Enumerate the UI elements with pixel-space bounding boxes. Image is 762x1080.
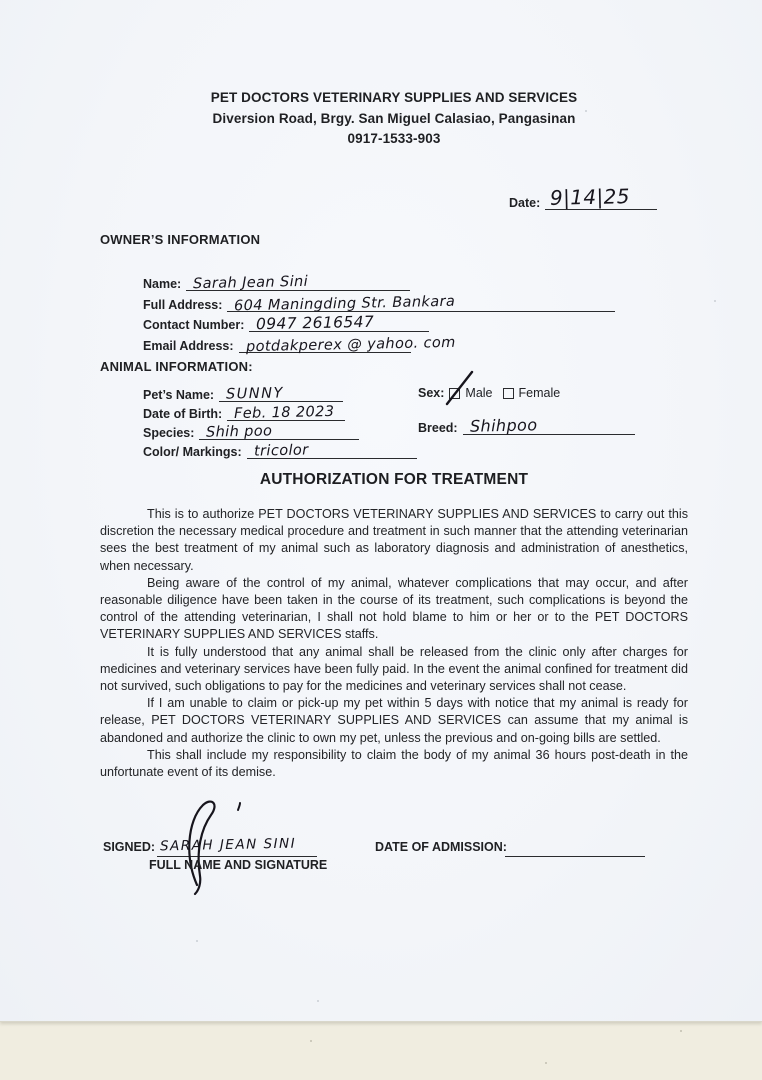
owner-address-field bbox=[143, 293, 615, 315]
owner-contact-underline bbox=[249, 312, 429, 334]
owner-contact-handwritten-value: 0947 2616547 bbox=[256, 312, 375, 334]
owner-address-handwritten-value: 604 Maningding Str. Bankara bbox=[234, 293, 456, 315]
date-of-admission-label: DATE OF ADMISSION: bbox=[375, 840, 507, 854]
owner-email-field bbox=[143, 334, 456, 356]
scan-speck bbox=[310, 1040, 312, 1042]
date-field bbox=[509, 184, 657, 210]
scan-speck bbox=[196, 940, 198, 942]
owner-name-field bbox=[143, 275, 410, 291]
sex-male-option-label: Male bbox=[465, 386, 493, 400]
owner-contact-label: Contact Number: bbox=[143, 318, 245, 332]
signed-label: SIGNED: bbox=[103, 840, 156, 854]
clinic-name: PET DOCTORS VETERINARY SUPPLIES AND SERVICES bbox=[210, 90, 578, 105]
scan-speck bbox=[714, 300, 716, 302]
owner-name-handwritten-value: Sarah Jean Sini bbox=[193, 273, 309, 293]
sex-field bbox=[418, 386, 560, 400]
owner-email-label: Email Address: bbox=[143, 339, 234, 353]
owner-section-title: OWNER’S INFORMATION bbox=[100, 232, 261, 247]
authorization-title: AUTHORIZATION FOR TREATMENT bbox=[259, 471, 529, 488]
scan-speck bbox=[545, 1062, 547, 1064]
authorization-paragraph: Being aware of the control of my animal, whatever complications that may occur, and after reasonable diligence have been taken in the course of its treatment, such complications is beyond the control of the attending veterinarian, I shall not hold blame to him or her or to the PET DOCTORS VETERINARY SUPPLIES AND SERVICES staffs. bbox=[100, 575, 688, 642]
clinic-header bbox=[100, 88, 688, 150]
pet-name-label: Pet’s Name: bbox=[143, 388, 215, 402]
breed-label: Breed: bbox=[418, 421, 458, 435]
authorization-paragraph: It is fully understood that any animal shall be released from the clinic only after charges for medicines and veterinary services have been fully paid. In the event the animal confined for treatment did not survived, such obligations to pay for the medicines and veterinary services shall not cease. bbox=[100, 644, 688, 694]
owner-email-underline bbox=[239, 334, 456, 356]
female-checkbox bbox=[503, 388, 514, 399]
sex-label: Sex: bbox=[418, 386, 445, 400]
species-label: Species: bbox=[143, 426, 195, 440]
owner-name-label: Name: bbox=[143, 277, 182, 291]
sex-female-option-label: Female bbox=[518, 386, 561, 400]
date-label: Date: bbox=[509, 196, 541, 210]
scan-speck bbox=[585, 110, 587, 112]
date-of-admission-underline bbox=[505, 856, 645, 857]
authorization-paragraph: This is to authorize PET DOCTORS VETERINARY SUPPLIES AND SERVICES to carry out this discretion the necessary medical procedure and treatment in such manner that the attending veterinarian sees the best treatment of my animal such as laboratory diagnosis and administration of anesthetics, when necessary. bbox=[100, 507, 688, 573]
pet-name-field bbox=[143, 386, 343, 402]
date-handwritten-value: 9|14|25 bbox=[550, 184, 631, 210]
scan-speck bbox=[317, 1000, 319, 1002]
color-markings-label: Color/ Markings: bbox=[143, 445, 242, 459]
breed-field bbox=[418, 415, 635, 436]
breed-handwritten-value: Shihpoo bbox=[469, 415, 538, 436]
animal-section-title: ANIMAL INFORMATION: bbox=[100, 359, 253, 374]
species-field bbox=[143, 424, 359, 440]
pet-name-handwritten-value: SUNNY bbox=[225, 385, 285, 403]
species-underline bbox=[199, 425, 359, 440]
scan-speck bbox=[680, 1030, 682, 1032]
owner-contact-field bbox=[143, 312, 429, 334]
pet-name-underline bbox=[219, 387, 343, 402]
male-checkbox bbox=[449, 388, 460, 399]
color-markings-handwritten-value: tricolor bbox=[253, 442, 309, 460]
date-of-birth-handwritten-value: Feb. 18 2023 bbox=[234, 403, 335, 423]
signed-handwritten-name: SARAH JEAN SINI bbox=[159, 835, 297, 855]
owner-name-underline bbox=[186, 273, 410, 293]
authorization-paragraph: This shall include my responsibility to claim the body of my animal 36 hours post-death in the unfortunate event of its demise. bbox=[100, 747, 688, 780]
owner-email-handwritten-value: potdakperex @ yahoo. com bbox=[245, 334, 456, 356]
color-markings-field bbox=[143, 443, 417, 459]
signed-caption: FULL NAME AND SIGNATURE bbox=[149, 858, 328, 872]
date-underline bbox=[545, 184, 657, 210]
signature-flourish bbox=[140, 788, 310, 898]
authorization-paragraph: If I am unable to claim or pick-up my pet within 5 days with notice that my animal is ready for release, PET DOCTORS VETERINARY SUPPLIES AND SERVICES can assume that my animal is abandoned and authorize the clinic to own my pet, unless the previous and on-going bills are settled. bbox=[100, 696, 688, 745]
date-of-birth-field bbox=[143, 405, 345, 421]
date-of-birth-label: Date of Birth: bbox=[143, 407, 223, 421]
owner-address-label: Full Address: bbox=[143, 298, 223, 312]
clinic-phone: 0917-1533-903 bbox=[347, 131, 441, 146]
date-of-birth-underline bbox=[227, 403, 345, 423]
owner-address-underline bbox=[227, 293, 615, 315]
clinic-address: Diversion Road, Brgy. San Miguel Calasiao, Pangasinan bbox=[212, 110, 576, 126]
breed-underline bbox=[463, 415, 635, 436]
species-handwritten-value: Shih poo bbox=[206, 423, 273, 441]
authorization-body bbox=[100, 506, 688, 781]
color-markings-underline bbox=[247, 444, 417, 459]
